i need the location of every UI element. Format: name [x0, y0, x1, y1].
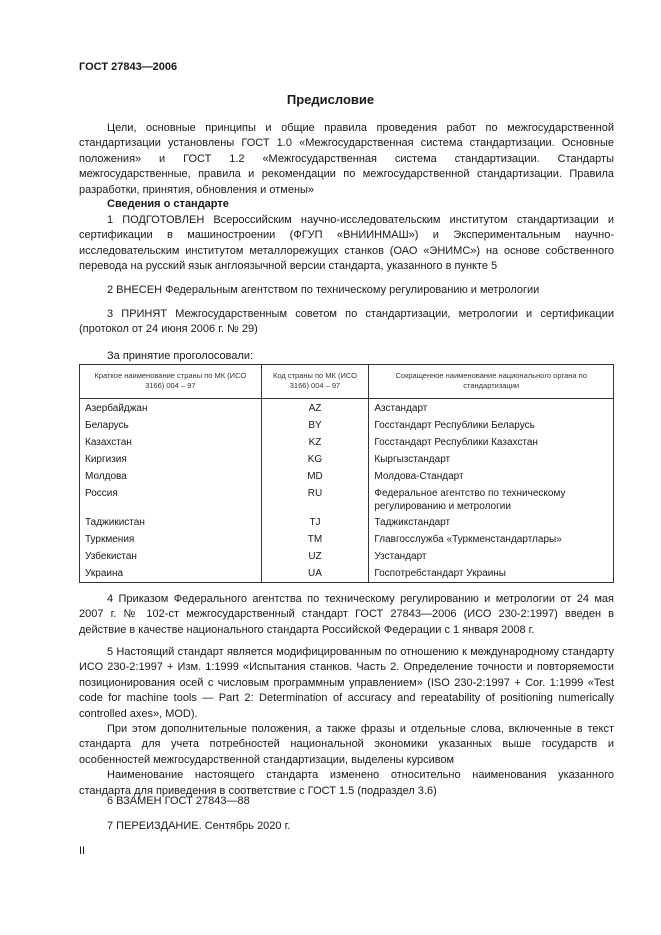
item-3-text: Межгосударственным советом по стандартизации, метрологии и сертификации (протокол от 24 июня 2006 г. № 29) [79, 308, 614, 336]
country-code: KZ [261, 435, 369, 452]
item-6-lead: 6 ВЗАМЕН [107, 795, 162, 807]
header-national-body: Сокращенное наименование национального органа по стандартизации [369, 365, 614, 399]
country-name: Украина [80, 566, 262, 583]
national-body: Госстандарт Республики Казахстан [369, 435, 614, 452]
item-1-lead: 1 ПОДГОТОВЛЕН [107, 214, 205, 226]
country-code: BY [261, 418, 369, 435]
national-body: Азстандарт [369, 399, 614, 419]
table-row [80, 399, 614, 419]
table-row [80, 486, 614, 515]
table-row [80, 566, 614, 583]
page-number: II [79, 845, 86, 857]
country-code: KG [261, 452, 369, 469]
table-row [80, 452, 614, 469]
item-7-lead: 7 ПЕРЕИЗДАНИЕ. [107, 820, 202, 832]
table-row [80, 532, 614, 549]
country-name: Азербайджан [80, 399, 262, 419]
item-1-text: Всероссийским научно-исследовательским институтом стандартизации и сертификации в машиностроении (ФГУП «ВНИИНМАШ») и Экспериментальным научно-исследовательским институтом металлорежущих станков (ОАО «ЭНИМС») на основе собственного перевода на русский язык англоязычной версии стандарта, указанного в пункте 5 [79, 214, 614, 273]
national-body: Госстандарт Республики Беларусь [369, 418, 614, 435]
country-name: Киргизия [80, 452, 262, 469]
country-name: Молдова [80, 469, 262, 486]
about-standard-heading: Сведения о стандарте [107, 198, 229, 210]
national-body: Федеральное агентство по техническому регулированию и метрологии [369, 486, 614, 515]
vote-caption: За принятие проголосовали: [107, 350, 254, 362]
country-code: MD [261, 469, 369, 486]
country-code: UA [261, 566, 369, 583]
table-row [80, 515, 614, 532]
national-body: Узстандарт [369, 549, 614, 566]
item-5-text: 5 Настоящий стандарт является модифицированным по отношению к международному стандарту ИСО 230-2:1997 + Изм. 1:1999 «Испытания станков. Часть 2. Определение точности и повторяемости позиционирования осей с числовым программным управлением» (ISO 230-2:1997 + Cor. 1:1999 «Test code for machine tools — Part 2: Determination of accuracy and repeatability of positioning numerically controlled axes», MOD). [79, 646, 614, 720]
item-6-paragraph [79, 794, 614, 809]
header-country-code: Код страны по МК (ИСО 3166) 004 – 97 [261, 365, 369, 399]
national-body: Госпотребстандарт Украины [369, 566, 614, 583]
item-7-text: Сентябрь 2020 г. [201, 820, 291, 832]
table-row [80, 418, 614, 435]
page-title: Предисловие [286, 92, 375, 107]
country-code: RU [261, 486, 369, 515]
standard-header: ГОСТ 27843—2006 [79, 61, 178, 73]
country-code: UZ [261, 549, 369, 566]
country-name: Таджикистан [80, 515, 262, 532]
item-1-paragraph [79, 213, 614, 275]
item-3-paragraph [79, 307, 614, 338]
country-name: Узбекистан [80, 549, 262, 566]
country-name: Казахстан [80, 435, 262, 452]
item-5-paragraph [79, 645, 614, 799]
table-row [80, 435, 614, 452]
item-2-lead: 2 ВНЕСЕН [107, 284, 163, 296]
country-name: Беларусь [80, 418, 262, 435]
table-header-row [80, 365, 614, 399]
table-row [80, 549, 614, 566]
item-2-paragraph [79, 283, 614, 298]
national-body: Главгосслужба «Туркменстандартлары» [369, 532, 614, 549]
country-code: TJ [261, 515, 369, 532]
national-body: Таджикстандарт [369, 515, 614, 532]
country-name: Россия [80, 486, 262, 515]
item-5-note-italic: При этом дополнительные положения, а также фразы и отдельные слова, включенные в текст стандарта для учета потребностей национальной экономики указанных выше государств и особенностей межгосударственной стандартизации, выделены курсивом [79, 723, 614, 766]
country-code: TM [261, 532, 369, 549]
intro-text: Цели, основные принципы и общие правила проведения работ по межгосударственной стандартизации установлены ГОСТ 1.0 «Межгосударственная система стандартизации. Основные положения» и ГОСТ 1.2 «Межгосударственная система стандартизации. Стандарты межгосударственные, правила и рекомендации по межгосударственной стандартизации. Правила разработки, принятия, обновления и отмены» [79, 122, 614, 196]
item-2-text: Федеральным агентством по техническому регулированию и метрологии [162, 284, 540, 296]
item-6-text: ГОСТ 27843—88 [161, 795, 250, 807]
country-code: AZ [261, 399, 369, 419]
item-7-paragraph [79, 819, 614, 834]
header-country-name: Краткое наименование страны по МК (ИСО 3166) 004 – 97 [80, 365, 262, 399]
national-body: Молдова-Стандарт [369, 469, 614, 486]
country-name: Туркмения [80, 532, 262, 549]
table-row [80, 469, 614, 486]
national-body: Кыргызстандарт [369, 452, 614, 469]
item-5-note-name: Наименование настоящего стандарта изменено относительно наименования указанного стандарта для приведения в соответствие с ГОСТ 1.5 (подраздел 3.6) [79, 769, 614, 797]
voting-table [79, 364, 614, 583]
item-3-lead: 3 ПРИНЯТ [107, 308, 168, 320]
intro-paragraph [79, 121, 614, 198]
item-4-paragraph [79, 592, 614, 638]
item-4-text: 4 Приказом Федерального агентства по техническому регулированию и метрологии от 24 мая 2007 г. № 102-ст межгосударственный стандарт ГОСТ 27843—2006 (ИСО 230-2:1997) введен в действие в качестве национального стандарта Российской Федерации с 1 января 2008 г. [79, 593, 614, 636]
